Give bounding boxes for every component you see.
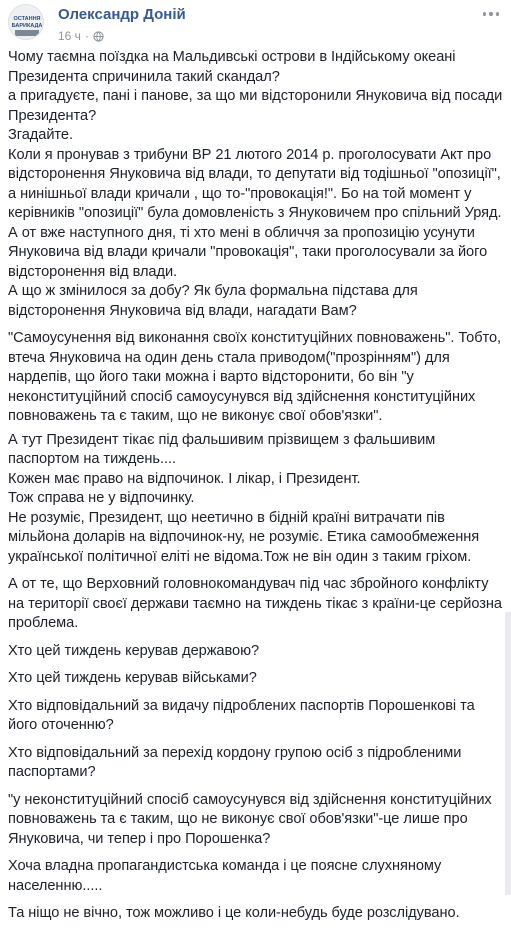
- post-paragraph: А тут Президент тікає під фальшивим прізвищем з фальшивим паспортом на тиждень....: [8, 431, 436, 467]
- post-paragraph: Хто цей тиждень керував військами?: [8, 670, 257, 686]
- post-header: [0, 0, 511, 48]
- svg-text:БАРИКАДА: БАРИКАДА: [11, 23, 43, 29]
- post-paragraph: Тож справа не у відпочинку.: [8, 490, 195, 506]
- post-paragraph: Не розуміє, Президент, що неетично в бідній країні витрачати пів мільйона доларів на відпочинок-ну, не розуміє. Етика самообмеження української політичної еліті не відома.Тож не він один з таким гріхом.: [8, 509, 480, 565]
- post-paragraph: Хто відповідальний за перехід кордону групою осіб з підробленими паспортами?: [8, 744, 462, 780]
- post-paragraph: Хто цей тиждень керував державою?: [8, 642, 260, 659]
- post-paragraph: А от те, що Верховний головнокомандувач під час збройного конфлікту на території своєї держави таємно на тиждень тікає з країни-це серйозна проблема.: [8, 576, 502, 631]
- post-paragraph: "у неконституційний спосіб самоусунувся від здійснення конституційних повноважень та є таким, що не виконує свої обов'язки"-це лише про Януковича, чи тепер і про Порошенка?: [8, 791, 492, 847]
- post-paragraph: Кожен має право на відпочинок. І лікар, і Президент.: [8, 470, 361, 487]
- meta-separator: ·: [84, 29, 89, 43]
- post-body: [8, 48, 504, 928]
- post-paragraph: Хоча владна пропагандистська команда і це поясне слухняному населенню.....: [8, 858, 442, 894]
- post-paragraph: Та ніщо не вічно, тож можливо і це коли-небудь буде розслідувано.: [8, 905, 460, 921]
- globe-icon[interactable]: [93, 31, 104, 42]
- post-paragraph: Чому таємна поїздка на Мальдивські острови в Індійському океані Президента спричинила такий скандал?: [8, 49, 456, 85]
- more-options-icon[interactable]: [483, 10, 499, 18]
- post-paragraph: А от вже наступного дня, ті хто мені в обличчя за пропозицію усунути Януковича від влади кричали "провокація", таки проголосували за його відсторонення від влади.: [8, 224, 488, 280]
- author-name[interactable]: Олександр Доній: [58, 6, 186, 23]
- scrollbar-track[interactable]: [505, 612, 511, 895]
- post-paragraph: а пригадуєте, пані і панове, за що ми відсторонили Януковича від посади Президента?: [8, 88, 503, 124]
- post-paragraph: Коли я пронував з трибуни ВР 21 лютого 2014 р. проголосувати Акт про відсторонення Януковича від влади, то депутати від тодішньої "опозиції", а нинішньої влади кричали , що то-"провокація!". Бо на той момент у керівників "опозиції" була домовленість з Януковичем про спільний Уряд.: [8, 146, 502, 221]
- post-time[interactable]: 16 ч: [58, 29, 81, 43]
- avatar-logo-text: ОСТАННЯ: [13, 16, 41, 22]
- post-paragraph: А що ж змінилося за добу? Як була формальна підстава для відсторонення Януковича від влади, нагадати Вам?: [8, 283, 418, 319]
- avatar[interactable]: [8, 4, 44, 40]
- post-meta: [58, 29, 104, 43]
- post-paragraph: Згадайте.: [8, 127, 73, 143]
- post-paragraph: "Самоусунення від виконання своїх конституційних повноважень". Тобто, втеча Януковича на один день стала приводом("прозрінням") для нардепів, що його таки можна і варто відсторонити, бо він "у неконституційний спосіб самоусунувся від здійснення конституційних повноважень та є таким, що не виконує свої обов'язки".: [8, 330, 502, 424]
- post-paragraph: Хто відповідальний за видачу підроблених паспортів Порошенкові та його оточенню?: [8, 697, 475, 733]
